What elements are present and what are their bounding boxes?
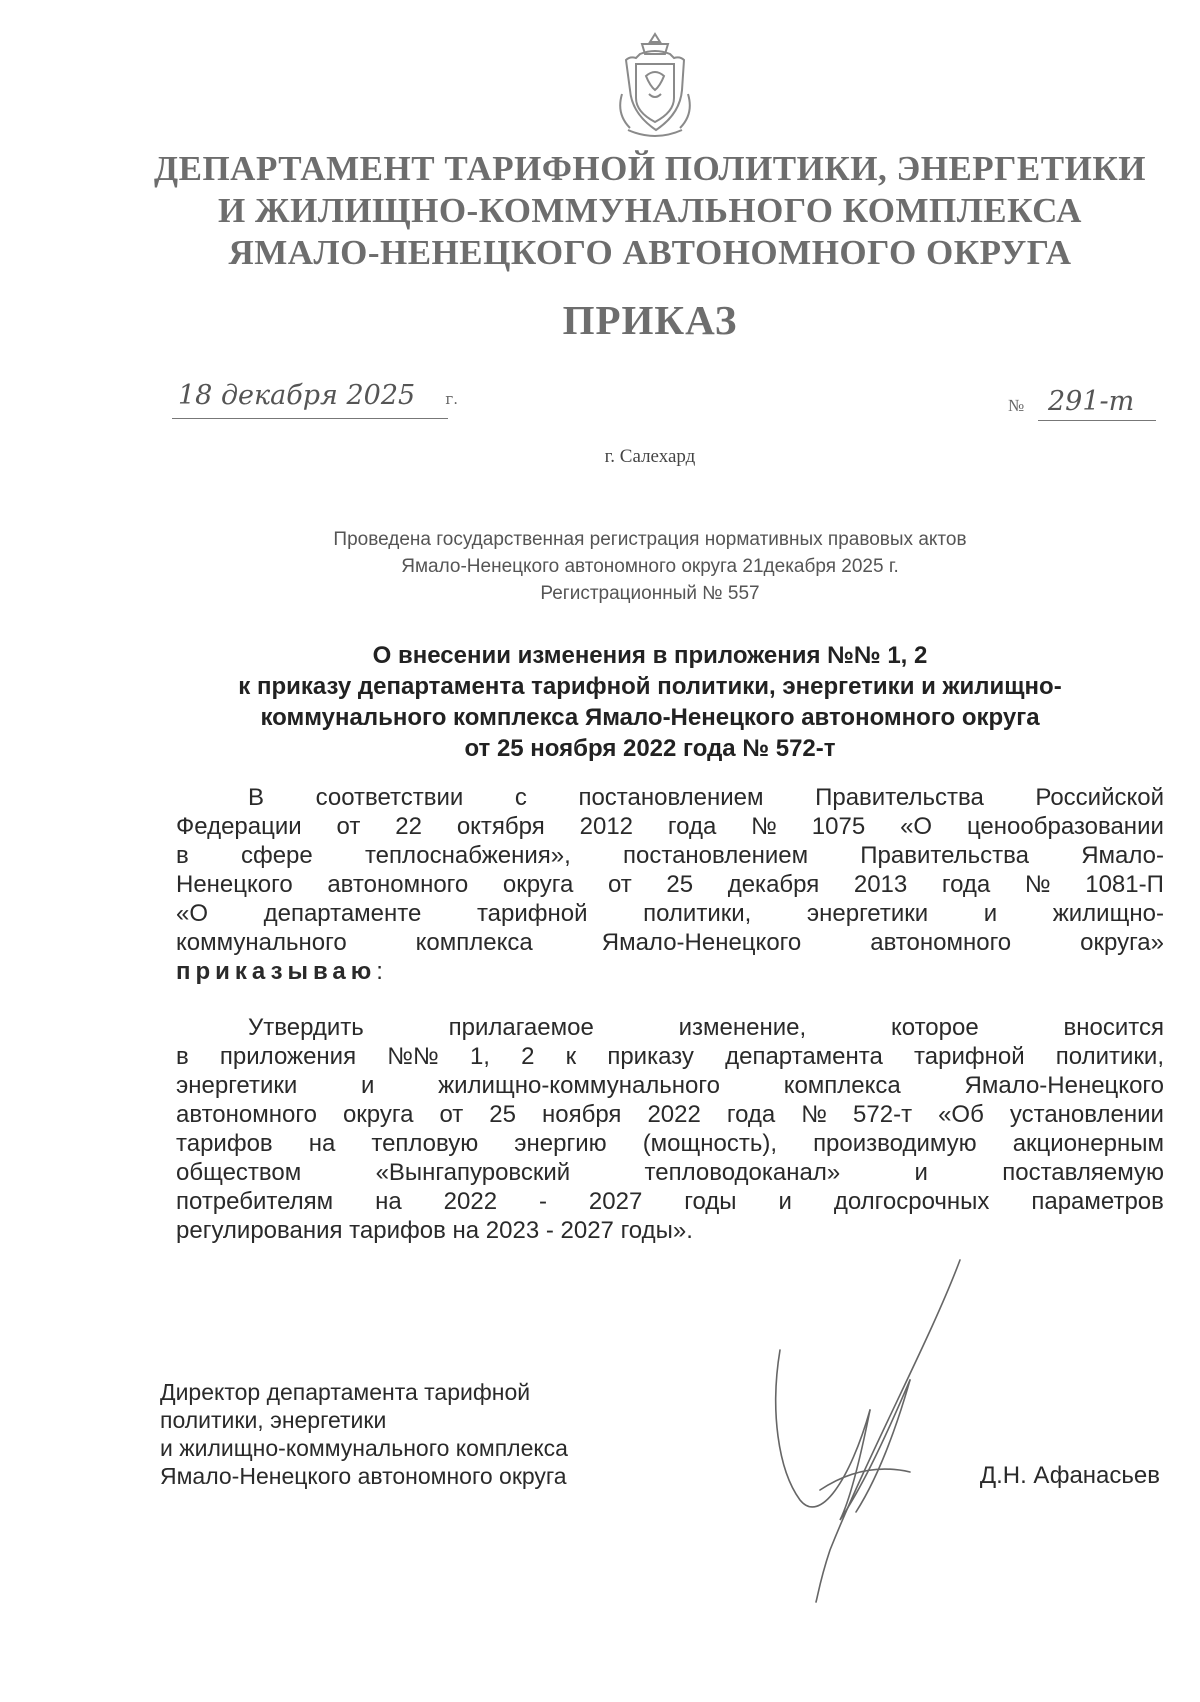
preamble-line xyxy=(176,870,1164,899)
word: на xyxy=(308,1130,336,1157)
resolution-line xyxy=(176,1100,1164,1129)
word: теплоснабжения», xyxy=(364,842,571,869)
word: приложения xyxy=(219,1043,357,1070)
word: тарифов xyxy=(176,1130,273,1157)
word: к xyxy=(565,1043,577,1070)
signatory-name: Д.Н. Афанасьев xyxy=(979,1462,1160,1489)
word: 25 xyxy=(489,1101,516,1128)
word: обществом xyxy=(176,1159,302,1186)
order-number-field xyxy=(1008,386,1158,422)
word: 2 xyxy=(521,1043,535,1070)
registration-line-3: Регистрационный № 557 xyxy=(540,583,760,604)
word: 1081-П xyxy=(1085,871,1164,898)
word: Правительства xyxy=(860,842,1029,869)
word: политики, xyxy=(643,900,752,927)
word: которое xyxy=(890,1014,979,1041)
word: Правительства xyxy=(815,784,984,811)
word: 2027 xyxy=(588,1188,643,1215)
word: и xyxy=(983,900,998,927)
word: параметров xyxy=(1031,1188,1164,1215)
word: и xyxy=(360,1072,375,1099)
word: октября xyxy=(456,813,545,840)
word: 25 xyxy=(666,871,694,898)
word: энергетики xyxy=(806,900,929,927)
word: «Вынгапуровский xyxy=(375,1159,571,1186)
resolution-line-last: регулирования тарифов на 2023 - 2027 годы». xyxy=(176,1217,693,1244)
word: №№ xyxy=(387,1043,439,1070)
word: округа» xyxy=(1080,929,1164,956)
word: 2012 xyxy=(579,813,634,840)
word: года xyxy=(667,813,717,840)
preamble-line xyxy=(176,812,1164,841)
signatory-title-line-4: Ямало-Ненецкого автономного округа xyxy=(160,1463,567,1489)
word: департаменте xyxy=(263,900,422,927)
word: года xyxy=(941,871,991,898)
signatory-title-line-2: политики, энергетики xyxy=(160,1407,387,1433)
word: департамента xyxy=(725,1043,883,1070)
word: и xyxy=(778,1188,792,1215)
word: тепловодоканал» xyxy=(644,1159,841,1186)
word: Утвердить xyxy=(248,1014,364,1041)
word: прилагаемое xyxy=(448,1014,594,1041)
word: коммунального xyxy=(176,929,347,956)
subject-line-2: к приказу департамента тарифной политики, энергетики и жилищно- xyxy=(238,673,1062,700)
word: - xyxy=(538,1188,547,1215)
word: (мощность), xyxy=(642,1130,778,1157)
order-date-handwritten: 18 декабря 2025 xyxy=(178,380,416,411)
department-line-1: ДЕПАРТАМЕНТ ТАРИФНОЙ ПОЛИТИКИ, ЭНЕРГЕТИКИ xyxy=(154,149,1146,188)
word: потребителям xyxy=(176,1188,334,1215)
word: комплекса xyxy=(415,929,533,956)
number-underline xyxy=(1038,420,1156,421)
word: Ямало-Ненецкого xyxy=(964,1072,1164,1099)
resolution-line xyxy=(176,1187,1164,1216)
signatory-title xyxy=(160,1378,680,1490)
word: установлении xyxy=(1009,1101,1164,1128)
word: постановлением xyxy=(623,842,809,869)
word: Ямало- xyxy=(1081,842,1164,869)
word: Федерации xyxy=(176,813,302,840)
word: изменение, xyxy=(678,1014,807,1041)
word: 2013 xyxy=(853,871,908,898)
word: автономного xyxy=(870,929,1012,956)
word: энергию xyxy=(514,1130,607,1157)
word: долгосрочных xyxy=(833,1188,990,1215)
word: и xyxy=(914,1159,928,1186)
word: комплекса xyxy=(783,1072,901,1099)
word: «О xyxy=(900,813,933,840)
preamble-line xyxy=(176,928,1164,957)
resolution-line xyxy=(176,1042,1164,1071)
preamble-line xyxy=(176,783,1164,812)
word: жилищно-коммунального xyxy=(438,1072,720,1099)
word: округа xyxy=(502,871,574,898)
order-subject xyxy=(120,640,1180,764)
word: Ненецкого xyxy=(176,871,293,898)
word: ценообразовании xyxy=(966,813,1164,840)
subject-line-4: от 25 ноября 2022 года № 572-т xyxy=(464,735,836,762)
registration-note xyxy=(120,526,1180,607)
word: декабря xyxy=(727,871,820,898)
word: № xyxy=(801,1101,828,1128)
word: тарифной xyxy=(914,1043,1025,1070)
word: 1075 xyxy=(811,813,866,840)
word: В xyxy=(248,784,265,811)
document-type-title: ПРИКАЗ xyxy=(562,297,738,343)
word: от xyxy=(336,813,361,840)
word: года xyxy=(726,1101,776,1128)
word: автономного xyxy=(176,1101,317,1128)
word: политики, xyxy=(1055,1043,1164,1070)
subject-line-3: коммунального комплекса Ямало-Ненецкого автономного округа xyxy=(260,704,1040,731)
signatory-title-line-3: и жилищно-коммунального комплекса xyxy=(160,1435,568,1461)
preamble-line xyxy=(176,841,1164,870)
word: № xyxy=(1024,871,1051,898)
word: округа xyxy=(342,1101,414,1128)
year-suffix: г. xyxy=(445,390,458,408)
word: Российской xyxy=(1035,784,1164,811)
word: годы xyxy=(684,1188,737,1215)
city-name: г. Салехард xyxy=(604,446,696,467)
department-name xyxy=(120,148,1180,274)
word: сфере xyxy=(240,842,313,869)
word: от xyxy=(439,1101,464,1128)
word: тепловую xyxy=(371,1130,479,1157)
word: «О xyxy=(176,900,209,927)
word: в xyxy=(176,842,189,869)
word: 2022 xyxy=(443,1188,498,1215)
word: Ямало-Ненецкого xyxy=(601,929,802,956)
signatory-title-line-1: Директор департамента тарифной xyxy=(160,1379,531,1405)
word: 2022 xyxy=(647,1101,701,1128)
word: постановлением xyxy=(578,784,764,811)
word: акционерным xyxy=(1012,1130,1164,1157)
order-date-field xyxy=(172,380,458,419)
decree-colon: : xyxy=(376,958,383,985)
word: в xyxy=(176,1043,189,1070)
resolution-line xyxy=(176,1129,1164,1158)
word: вносится xyxy=(1063,1014,1164,1041)
resolution-line xyxy=(176,1158,1164,1187)
word: 572-т xyxy=(853,1101,913,1128)
word: 22 xyxy=(395,813,422,840)
word: 1, xyxy=(469,1043,490,1070)
preamble-line xyxy=(176,899,1164,928)
word: ноября xyxy=(542,1101,622,1128)
word: энергетики xyxy=(176,1072,298,1099)
decree-line xyxy=(176,957,1164,986)
registration-line-2: Ямало-Ненецкого автономного округа 21декабря 2025 г. xyxy=(401,556,899,577)
resolution-line xyxy=(176,1013,1164,1042)
word: производимую xyxy=(813,1130,977,1157)
word: соответствии xyxy=(315,784,464,811)
word: на xyxy=(375,1188,402,1215)
registration-line-1: Проведена государственная регистрация нормативных правовых актов xyxy=(333,529,967,550)
word: приказу xyxy=(607,1043,694,1070)
word: «Об xyxy=(938,1101,984,1128)
department-line-3: ЯМАЛО-НЕНЕЦКОГО АВТОНОМНОГО ОКРУГА xyxy=(228,233,1072,272)
resolution-line xyxy=(176,1071,1164,1100)
word: от xyxy=(607,871,632,898)
word: поставляемую xyxy=(1002,1159,1164,1186)
word: жилищно- xyxy=(1052,900,1164,927)
order-number-handwritten: 291-т xyxy=(1048,386,1135,417)
resolution-paragraph xyxy=(176,1013,1164,1245)
subject-line-1: О внесении изменения в приложения №№ 1, 2 xyxy=(372,642,928,669)
word: с xyxy=(514,784,527,811)
number-sign: № xyxy=(1008,396,1025,415)
handwritten-signature xyxy=(760,1250,1000,1610)
preamble-paragraph xyxy=(176,783,1164,986)
word: автономного xyxy=(327,871,469,898)
word: тарифной xyxy=(476,900,588,927)
decree-word: приказываю xyxy=(176,958,377,985)
coat-of-arms-icon xyxy=(612,30,698,142)
word: № xyxy=(751,813,777,840)
department-line-2: И ЖИЛИЩНО-КОММУНАЛЬНОГО КОМПЛЕКСА xyxy=(218,191,1082,230)
